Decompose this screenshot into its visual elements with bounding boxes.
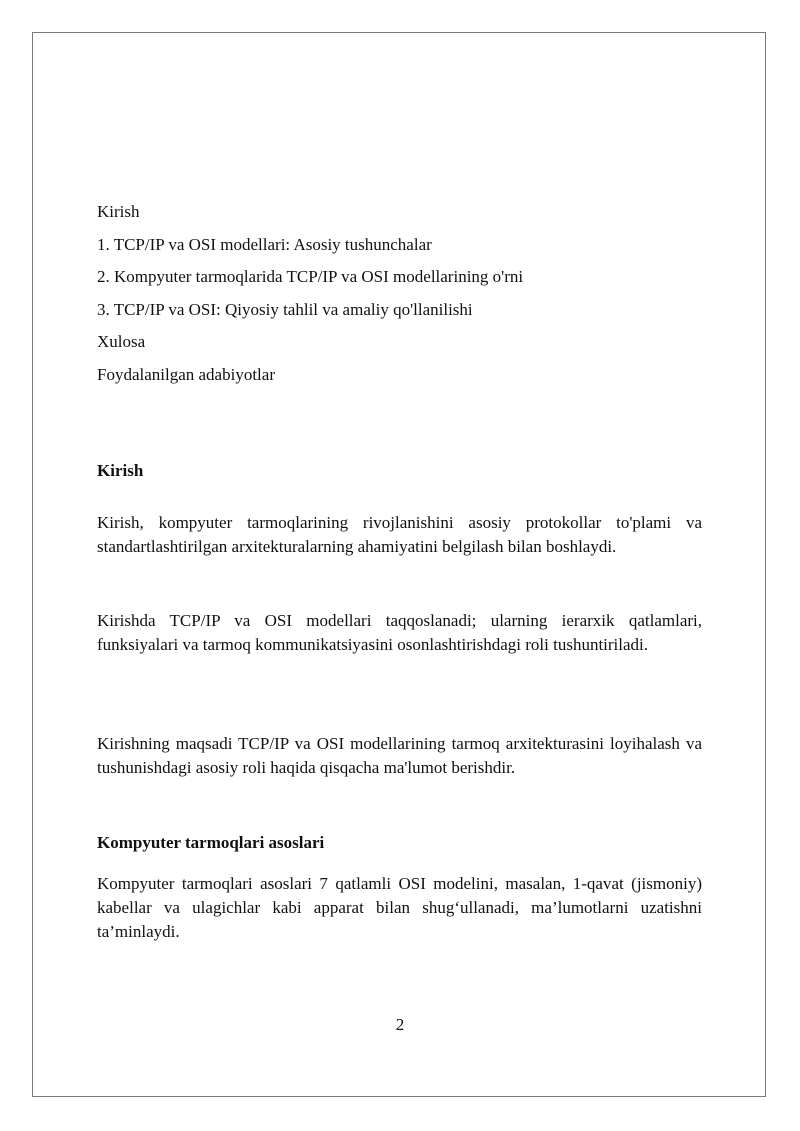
page-number: 2: [395, 1015, 405, 1034]
basics-paragraph-block: [97, 872, 702, 944]
toc-item-references: Foydalanilgan adabiyotlar: [97, 364, 275, 384]
basics-heading: Kompyuter tarmoqlari asoslari: [97, 833, 325, 852]
toc-item-chapter-1: 1. TCP/IP va OSI modellari: Asosiy tushunchalar: [97, 234, 432, 254]
basics-paragraph: Kompyuter tarmoqlari asoslari 7 qatlamli OSI modelini, masalan, 1-qavat (jismoniy) kabellar va ulagichlar kabi apparat bilan shug‘ullanadi, ma’lumotlarni uzatishni ta’minlaydi.: [97, 874, 702, 941]
intro-paragraph-2-block: [97, 609, 702, 657]
toc-item-chapter-2: 2. Kompyuter tarmoqlarida TCP/IP va OSI modellarining o'rni: [97, 267, 524, 287]
toc-item-introduction: Kirish: [97, 202, 140, 221]
toc-item-chapter-3: 3. TCP/IP va OSI: Qiyosiy tahlil va amaliy qo'llanilishi: [97, 299, 473, 319]
intro-paragraph-3-block: [97, 732, 702, 780]
intro-paragraph-1-block: [97, 511, 702, 559]
intro-paragraph-1: Kirish, kompyuter tarmoqlarining rivojlanishini asosiy protokollar to'plami va standartlashtirilgan arxitekturalarning ahamiyatini belgilash bilan boshlaydi.: [97, 513, 702, 556]
intro-heading: Kirish: [97, 461, 144, 480]
intro-heading-block: [97, 459, 702, 483]
basics-heading-block: [97, 831, 702, 855]
intro-paragraph-3: Kirishning maqsadi TCP/IP va OSI modellarining tarmoq arxitekturasini loyihalash va tushunishdagi asosiy roli haqida qisqacha ma'lumot berishdir.: [97, 734, 702, 777]
table-of-contents: [97, 200, 702, 396]
intro-paragraph-2: Kirishda TCP/IP va OSI modellari taqqoslanadi; ularning ierarxik qatlamlari, funksiyalari va tarmoq kommunikatsiyasini osonlashtirishdagi roli tushuntiriladi.: [97, 611, 702, 654]
toc-item-conclusion: Xulosa: [97, 332, 146, 352]
